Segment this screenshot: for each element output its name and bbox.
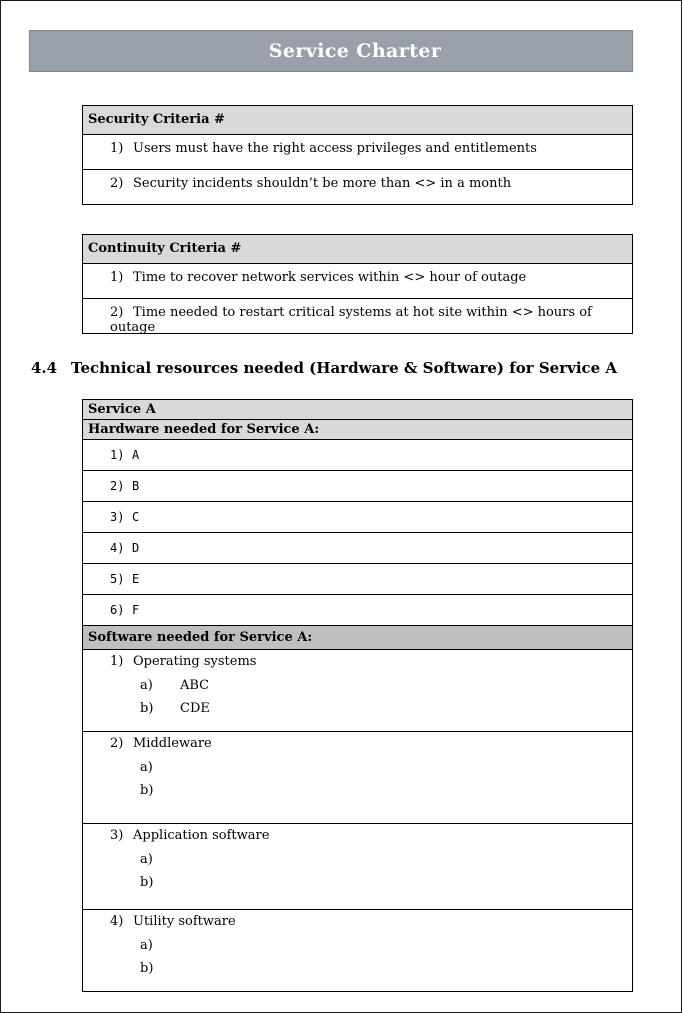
hardware-item: F — [132, 603, 140, 617]
sub-item-label: a) — [140, 677, 153, 693]
hardware-row-6 — [83, 595, 632, 626]
hardware-item: D — [132, 541, 140, 555]
hardware-item: A — [132, 448, 140, 462]
sub-item — [83, 961, 632, 985]
software-item — [83, 654, 632, 678]
row-number: 6) — [110, 603, 125, 617]
sub-item — [83, 760, 632, 784]
section-heading — [31, 359, 651, 377]
software-row-3 — [83, 824, 632, 910]
row-text: Time needed to restart critical systems at hot site within <> hours of outage — [110, 304, 592, 335]
section-number: 4.4 — [31, 359, 58, 377]
section-title: Technical resources needed (Hardware & Software) for Service A — [71, 359, 618, 377]
sub-item-label: a) — [140, 759, 153, 775]
sub-item — [83, 678, 632, 702]
sub-item — [83, 875, 632, 899]
continuity-table-header: Continuity Criteria # — [83, 235, 632, 264]
row-number: 1) — [110, 141, 124, 156]
sub-item-label: a) — [140, 937, 153, 953]
software-item — [83, 736, 632, 760]
software-section-header: Software needed for Service A: — [83, 626, 632, 650]
row-text: Time to recover network services within <> hour of outage — [133, 270, 527, 285]
hardware-item: B — [132, 479, 140, 493]
row-text: Users must have the right access privileges and entitlements — [133, 141, 537, 156]
row-number: 4) — [110, 914, 124, 929]
row-number: 4) — [110, 541, 125, 555]
row-number: 2) — [110, 175, 124, 191]
sub-item-label: b) — [140, 701, 154, 716]
hardware-row-3 — [83, 502, 632, 533]
software-item-text: Operating systems — [133, 654, 257, 669]
software-row-1 — [83, 650, 632, 732]
hardware-item: E — [132, 572, 140, 586]
software-row-2 — [83, 732, 632, 824]
hardware-item: C — [132, 510, 140, 524]
row-number: 1) — [110, 448, 125, 462]
software-item-text: Middleware — [133, 736, 212, 751]
document-title: Service Charter — [268, 40, 442, 62]
row-number: 1) — [110, 270, 124, 285]
row-number: 5) — [110, 572, 125, 586]
software-item — [83, 914, 632, 938]
row-number: 3) — [110, 510, 125, 524]
software-row-4 — [83, 910, 632, 991]
service-title-header: Service A — [83, 400, 632, 420]
security-criteria-table — [82, 105, 633, 205]
sub-item-label: b) — [140, 783, 154, 798]
hardware-row-2 — [83, 471, 632, 502]
hardware-row-5 — [83, 564, 632, 595]
sub-item-label: b) — [140, 961, 154, 976]
security-table-header: Security Criteria # — [83, 106, 632, 135]
sub-item — [83, 783, 632, 807]
row-text: Security incidents shouldn’t be more than <> in a month — [133, 175, 512, 191]
sub-item — [83, 852, 632, 876]
security-row-1 — [83, 135, 632, 170]
hardware-row-1 — [83, 440, 632, 471]
hardware-section-header: Hardware needed for Service A: — [83, 420, 632, 440]
service-table — [82, 399, 633, 992]
row-number: 2) — [110, 736, 124, 751]
continuity-criteria-table — [82, 234, 633, 334]
row-number: 1) — [110, 654, 124, 669]
sub-item-label: b) — [140, 875, 154, 890]
continuity-row-2 — [83, 299, 632, 334]
sub-item-text: CDE — [180, 701, 210, 716]
continuity-row-1 — [83, 264, 632, 299]
software-item-text: Utility software — [133, 914, 236, 929]
software-item — [83, 828, 632, 852]
security-row-2 — [83, 170, 632, 205]
sub-item — [83, 701, 632, 725]
sub-item — [83, 938, 632, 962]
sub-item-label: a) — [140, 851, 153, 867]
row-number: 3) — [110, 828, 124, 843]
hardware-row-4 — [83, 533, 632, 564]
sub-item-text: ABC — [180, 677, 210, 693]
software-item-text: Application software — [133, 828, 270, 843]
row-number: 2) — [110, 479, 125, 493]
row-number: 2) — [110, 304, 124, 320]
